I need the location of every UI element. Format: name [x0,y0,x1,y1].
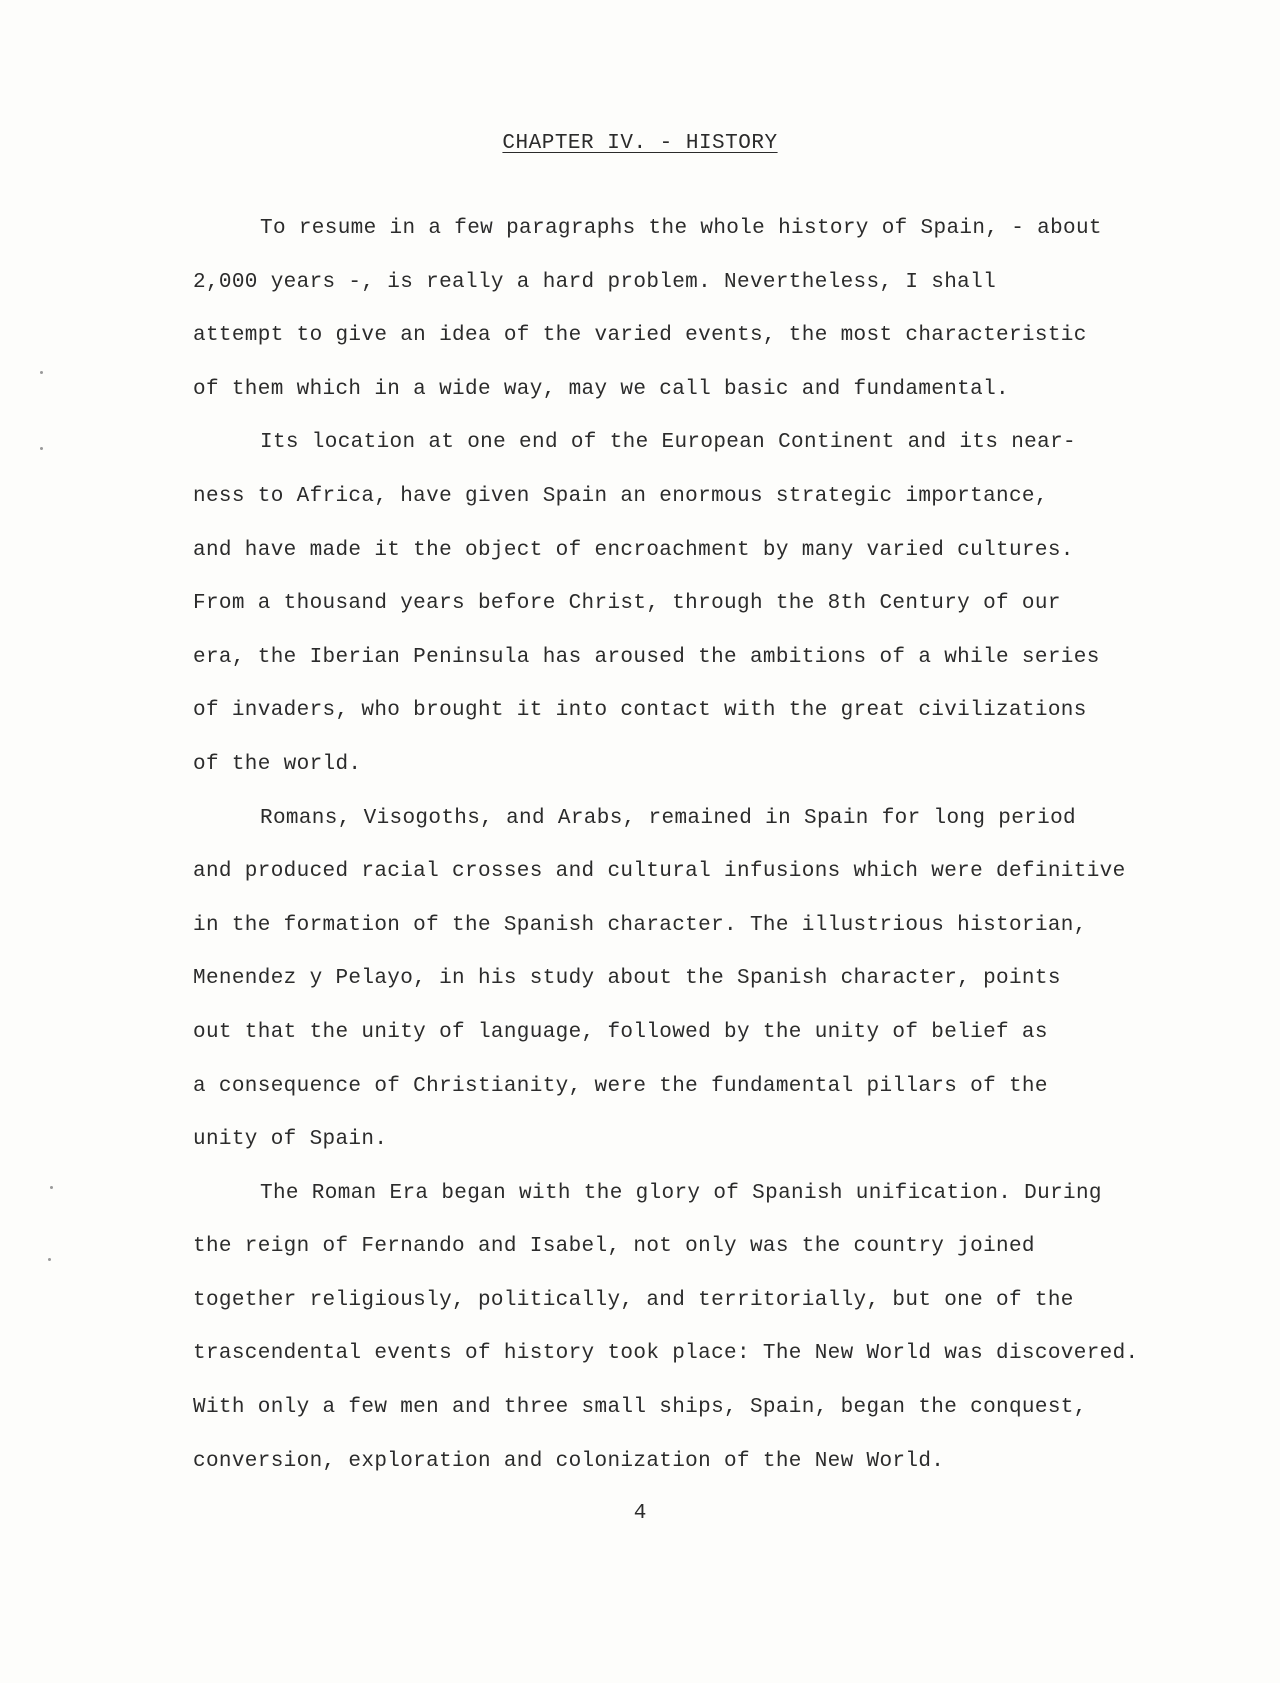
paragraph-4-line-5: With only a few men and three small ships, Spain, began the conquest, [193,1396,1087,1420]
paragraph-2-line-2: ness to Africa, have given Spain an enormous strategic importance, [193,484,1048,508]
paragraph-2-line-6: of invaders, who brought it into contact with the great civilizations [193,699,1087,723]
scan-speck [40,447,43,450]
scan-speck [50,1186,53,1189]
paragraph-2-line-3: and have made it the object of encroachment by many varied cultures. [193,538,1074,562]
paragraph-1-line-4: of them which in a wide way, may we call basic and fundamental. [193,377,1009,401]
paragraph-1-line-2: 2,000 years -, is really a hard problem. Nevertheless, I shall [193,270,997,294]
chapter-title [0,132,1280,155]
paragraph-2-line-7: of the world. [193,752,362,776]
paragraph-2-line-5: era, the Iberian Peninsula has aroused the ambitions of a while series [193,645,1100,669]
chapter-title-text: CHAPTER IV. - HISTORY [502,132,778,155]
paragraph-4-line-1: The Roman Era began with the glory of Spanish unification. During [260,1181,1102,1205]
paragraph-4-line-3: together religiously, politically, and territorially, but one of the [193,1288,1074,1312]
paragraph-4-line-4: trascendental events of history took place: The New World was discovered. [193,1342,1139,1366]
paragraph-3-line-5: out that the unity of language, followed by the unity of belief as [193,1020,1048,1044]
paragraph-3-line-6: a consequence of Christianity, were the fundamental pillars of the [193,1074,1048,1098]
paragraph-3-line-3: in the formation of the Spanish character. The illustrious historian, [193,913,1087,937]
paragraph-2-line-4: From a thousand years before Christ, through the 8th Century of our [193,592,1061,616]
scan-speck [48,1258,51,1261]
paragraph-1-line-3: attempt to give an idea of the varied events, the most characteristic [193,324,1087,348]
paragraph-3-line-4: Menendez y Pelayo, in his study about the Spanish character, points [193,967,1061,991]
paragraph-1-line-1: To resume in a few paragraphs the whole history of Spain, - about [260,217,1102,240]
paragraph-4-line-2: the reign of Fernando and Isabel, not only was the country joined [193,1235,1035,1259]
scan-speck [40,371,43,374]
page-number: 4 [633,1502,647,1525]
body-text [193,202,1203,1488]
paragraph-4-line-6: conversion, exploration and colonization of the New World. [193,1449,945,1473]
paragraph-3-line-1: Romans, Visogoths, and Arabs, remained in Spain for long period [260,806,1076,830]
paragraph-3-line-2: and produced racial crosses and cultural infusions which were definitive [193,860,1126,884]
paragraph-3-line-7: unity of Spain. [193,1128,388,1152]
paragraph-2-line-1: Its location at one end of the European Continent and its near- [260,431,1076,455]
